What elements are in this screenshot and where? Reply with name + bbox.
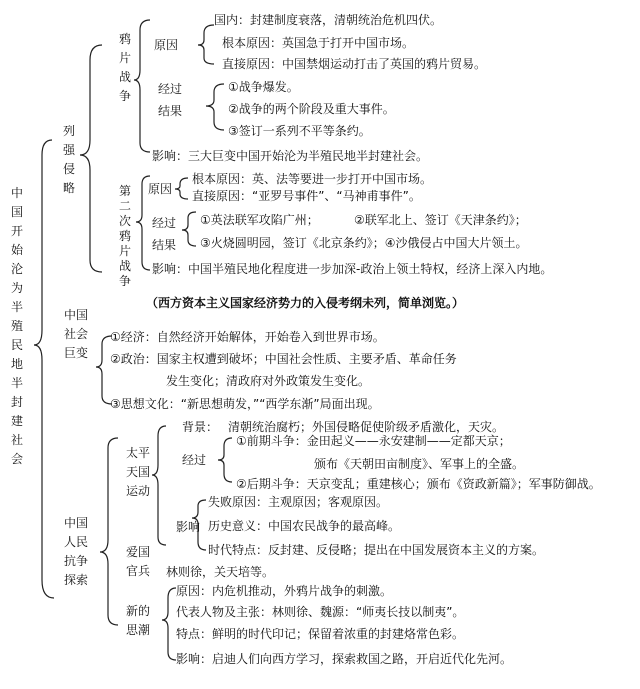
patriot-soldiers-title: 爱国官兵 (125, 545, 150, 578)
second-opium-war-process-label-1: 经过 (152, 216, 177, 230)
society-culture: ③思想文化：“新思想萌发，”“西学东渐”局面出现。 (110, 397, 380, 411)
opium-war-process-label-1: 经过 (158, 82, 183, 96)
section-struggle-title: 中国人民抗争探索 (63, 516, 88, 587)
opium-war-process-0: ①战争爆发。 (228, 80, 299, 94)
society-politics-1: ②政治：国家主权遭到破坏；中国社会性质、主要矛盾、革命任务 (110, 352, 457, 366)
opium-war-cause-1: 根本原因：英国急于打开中国市场。 (222, 36, 415, 50)
taiping-process-2: ②后期斗争：天京变乱；重建核心；颁布《资政新篇》；军事防御战。 (236, 477, 601, 491)
taiping-impact-1: 失败原因：主观原因；客观原因。 (208, 495, 389, 509)
second-opium-war-process-a1: ①英法联军攻陷广州； (200, 213, 319, 227)
second-opium-war-cause-0: 根本原因：英、法等要进一步打开中国市场。 (192, 172, 433, 186)
second-opium-war-impact: 影响：中国半殖民地化程度进一步加深-政治上领土特权，经济上深入内地。 (152, 262, 553, 276)
section-aggression-title: 列强侵略 (62, 124, 75, 195)
new-thought-item-0: 原因：内危机推动，外鸦片战争的刺激。 (176, 584, 393, 598)
second-opium-war-cause-label: 原因 (148, 182, 173, 196)
new-thought-title: 新的思潮 (125, 604, 150, 637)
taiping-background-text: 清朝统治腐朽；外国侵略促使阶级矛盾激化，天灾。 (228, 420, 505, 434)
taiping-process-1b: 颁布《天朝田亩制度》、军事上的全盛。 (314, 457, 525, 471)
taiping-impact-3: 时代特点：反封建、反侵略；提出在中国发展资本主义的方案。 (208, 543, 545, 557)
taiping-background-label: 背景： (182, 420, 219, 434)
society-economy: ①经济：自然经济开始解体，开始卷入到世界市场。 (110, 330, 385, 344)
new-thought-item-2: 特点：鲜明的时代印记；保留着浓重的封建烙常色彩。 (176, 627, 465, 641)
taiping-process-1: ①前期斗争：金田起义——永安建制——定都天京； (236, 434, 511, 448)
second-opium-war-process-label-2: 结果 (152, 238, 177, 252)
second-opium-war-process-a2: ②联军北上、签订《天津条约》； (354, 213, 527, 227)
second-opium-war-process-b: ③火烧圆明园，签订《北京条约》；④沙俄侵占中国大片领土。 (200, 236, 528, 250)
section-society-change-title: 中国社会巨变 (63, 308, 88, 360)
opium-war-cause-2: 直接原因：中国禁烟运动打击了英国的鸦片贸易。 (222, 57, 487, 71)
opium-war-cause-label: 原因 (154, 38, 179, 52)
society-politics-2: 发生变化；清政府对外政策发生变化。 (166, 374, 371, 388)
second-opium-war-cause-1: 直接原因：“亚罗号事件”、“马神甫事件”。 (192, 189, 421, 203)
opium-war-cause-0: 国内：封建制度衰落，清朝统治危机四伏。 (214, 13, 443, 27)
new-thought-item-1: 代表人物及主张：林则徐、魏源：“师夷长技以制夷”。 (176, 605, 465, 619)
root-title: 中国开始沦为半殖民地半封建社会 (10, 186, 23, 466)
patriot-soldiers-text: 林则徐，关天培等。 (166, 565, 275, 579)
taiping-title: 太平天国运动 (125, 446, 150, 498)
new-thought-item-3: 影响：启迪人们向西方学习，探索救国之路，开启近代化先河。 (176, 652, 513, 666)
opium-war-process-label-2: 结果 (158, 104, 183, 118)
taiping-impact-label: 影响 (176, 520, 201, 534)
taiping-process-label: 经过 (182, 453, 207, 467)
opium-war-process-2: ③签订一系列不平等条约。 (228, 124, 371, 138)
opium-war-impact: 影响：三大巨变中国开始沦为半殖民地半封建社会。 (152, 149, 429, 163)
opium-war-process-1: ②战争的两个阶段及重大事件。 (228, 102, 395, 116)
second-opium-war-title: 第二次鸦片战争 (118, 184, 131, 288)
opium-war-title: 鸦片战争 (118, 32, 131, 103)
taiping-impact-2: 历史意义：中国农民战争的最高峰。 (208, 519, 401, 533)
note-text: （西方资本主义国家经济势力的入侵考纲未列，简单浏览。） (146, 296, 465, 310)
